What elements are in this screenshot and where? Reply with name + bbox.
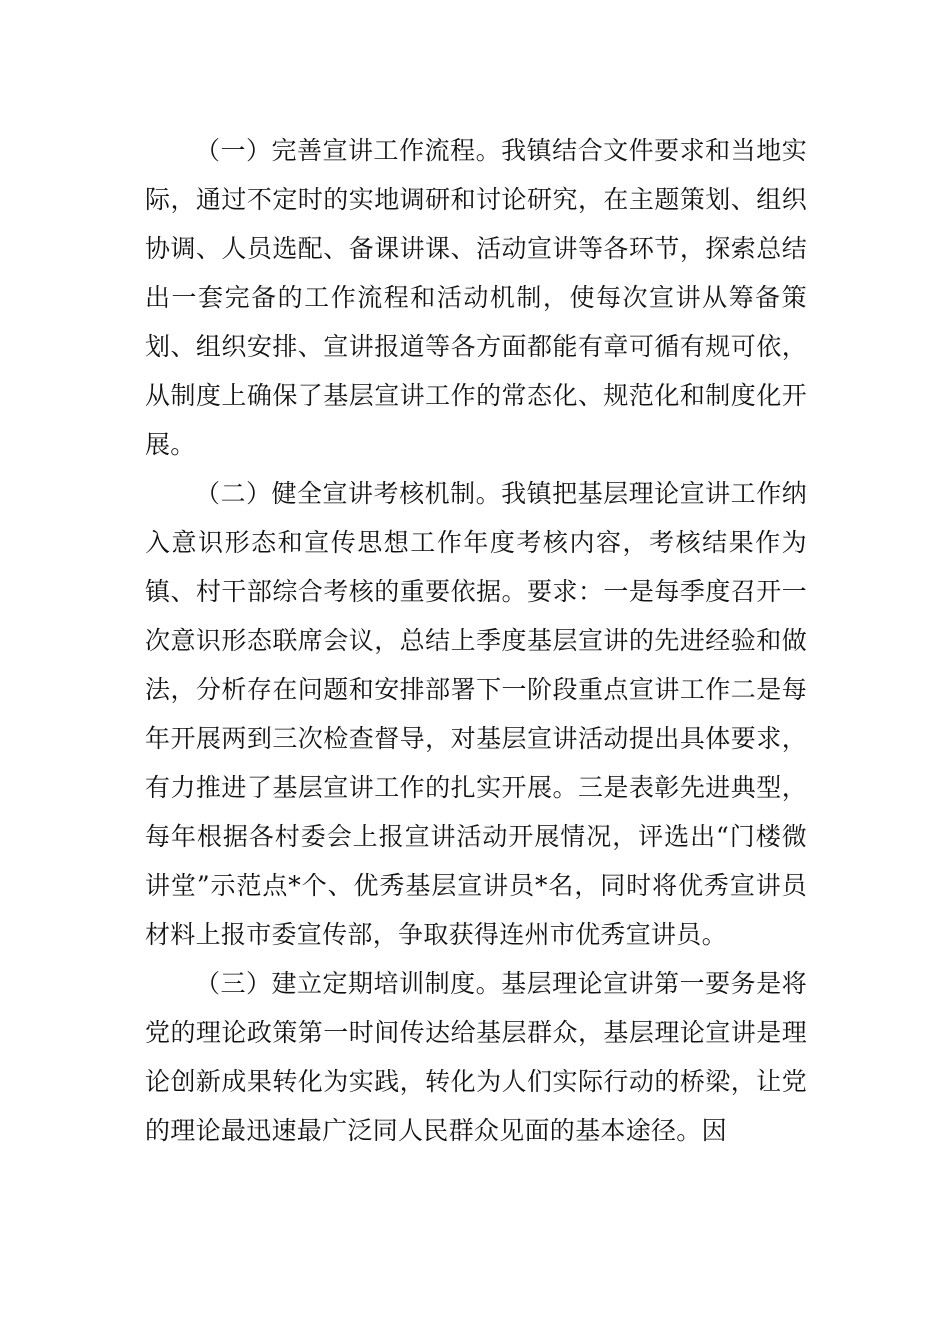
paragraph-assessment: （二）健全宣讲考核机制。我镇把基层理论宣讲工作纳入意识形态和宣传思想工作年度考核内容，考核结果作为镇、村干部综合考核的重要依据。要求：一是每季度召开一次意识形态联席会议，总结上季度基层宣讲的先进经验和做法，分析存在问题和安排部署下一阶段重点宣讲工作二是每年开展两到三次检查督导，对基层宣讲活动提出具体要求，有力推进了基层宣讲工作的扎实开展。三是表彰先进典型，每年根据各村委会上报宣讲活动开展情况，评选出“门楼微讲堂”示范点*个、优秀基层宣讲员*名，同时将优秀宣讲员材料上报市委宣传部，争取获得连州市优秀宣讲员。 <box>145 479 807 949</box>
paragraph-workflow: （一）完善宣讲工作流程。我镇结合文件要求和当地实际，通过不定时的实地调研和讨论研究，在主题策划、组织协调、人员选配、备课讲课、活动宣讲等各环节，探索总结出一套完备的工作流程和活动机制，使每次宣讲从筹备策划、组织安排、宣讲报道等各方面都能有章可循有规可依，从制度上确保了基层宣讲工作的常态化、规范化和制度化开展。 <box>145 136 807 459</box>
paragraph-training: （三）建立定期培训制度。基层理论宣讲第一要务是将党的理论政策第一时间传达给基层群众，基层理论宣讲是理论创新成果转化为实践，转化为人们实际行动的桥梁，让党的理论最迅速最广泛同人民群众见面的基本途径。因 <box>145 969 807 1145</box>
document-body <box>145 126 807 1155</box>
